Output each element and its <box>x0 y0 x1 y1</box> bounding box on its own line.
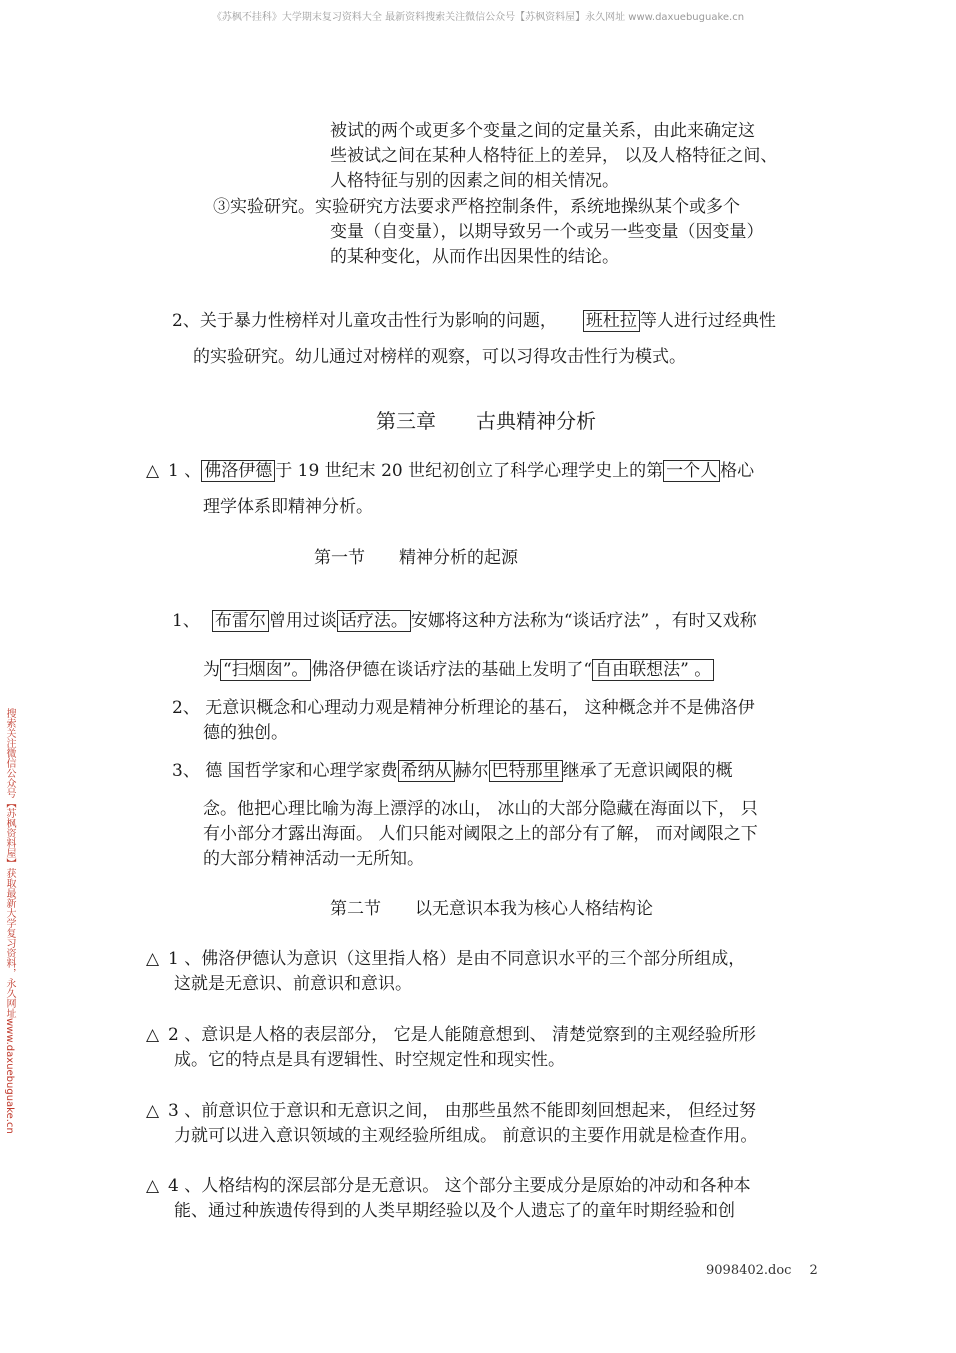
footer-page-number: 2 <box>809 1263 818 1278</box>
c1-boxed-term-1: 佛洛伊德 <box>201 460 275 482</box>
top-line-3: 人格特征与别的因素之间的相关情况。 <box>330 171 619 191</box>
top-line-6: 的某种变化，从而作出因果性的结论。 <box>330 247 619 267</box>
p2-line-2: 成。它的特点是具有逻辑性、时空规定性和现实性。 <box>174 1050 565 1070</box>
top-line-2: 些被试之间在某种人格特征上的差异， 以及人格特征之间、 <box>330 146 778 166</box>
s3-line-3: 有小部分才露出海面。 人们只能对阈限之上的部分有了解， 而对阈限之下 <box>203 824 758 844</box>
section-1-heading <box>314 547 518 569</box>
p4-line-2: 能、通过种族遗传得到的人类早期经验以及个人遗忘了的童年时期经验和创 <box>174 1201 735 1221</box>
triangle-mark-icon: △ <box>146 1176 160 1196</box>
c1-post: 格心 <box>720 461 755 481</box>
c1-mid: 于 19 世纪末 20 世纪初创立了科学心理学史上的第 <box>275 461 664 481</box>
s1-mid: 曾用过谈 <box>268 611 337 631</box>
s1-post: 安娜将这种方法称为“谈话疗法” ，有时又戏称 <box>410 611 757 631</box>
s1-boxed-term-1: 布雷尔 <box>212 610 269 632</box>
p2-line-1 <box>146 1024 756 1046</box>
s1-boxed-term-2: 话疗法。 <box>337 610 411 632</box>
item2-boxed-term: 班杜拉 <box>583 310 640 332</box>
section-1-number: 第一节 <box>314 548 365 568</box>
page-header-watermark: 《苏枫不挂科》大学期末复习资料大全 最新资料搜索关注微信公众号【苏枫资料屋】永久网址 www.daxuebuguake.cn <box>211 12 745 23</box>
s1-line-1 <box>172 610 757 632</box>
item2-line-1 <box>172 310 776 332</box>
item2-line-2: 的实验研究。幼儿通过对榜样的观察，可以习得攻击性行为模式。 <box>193 347 686 367</box>
s1-boxed-term-4: 自由联想法” 。 <box>592 659 714 681</box>
s2-line-1: 2、 无意识概念和心理动力观是精神分析理论的基石， 这种概念并不是佛洛伊 <box>172 698 755 718</box>
c1-pre: 1 、 <box>168 461 202 481</box>
s3-line-1 <box>172 760 733 782</box>
sidebar-watermark: 搜索关注微信公众号【苏枫资料屋】获取最新大学复习资料，永久网址www.daxuebuguake.cn <box>4 708 15 1134</box>
chapter-item-1-line-1 <box>146 460 754 482</box>
p4-l1-text: 4 、人格结构的深层部分是无意识。 这个部分主要成分是原始的冲动和各种本 <box>168 1176 751 1196</box>
s3-line-2: 念。他把心理比喻为海上漂浮的冰山， 冰山的大部分隐藏在海面以下， 只 <box>203 799 758 819</box>
p4-line-1 <box>146 1175 751 1197</box>
s3-post: 继承了无意识阈限的概 <box>562 761 733 781</box>
item2-pre: 2、关于暴力性榜样对儿童攻击性行为影响的问题， <box>172 311 557 331</box>
s1-boxed-term-3: “扫烟囱”。 <box>220 659 311 681</box>
section-2-heading <box>330 898 653 920</box>
section-2-title: 以无意识本我为核心人格结构论 <box>415 899 653 919</box>
s2-line-2: 德的独创。 <box>203 723 288 743</box>
s3-mid: 赫尔 <box>454 761 489 781</box>
footer <box>706 1263 818 1279</box>
top-line-5: 变量（自变量），以期导致另一个或另一些变量（因变量） <box>330 222 764 242</box>
triangle-mark-icon: △ <box>146 461 160 481</box>
s1-l2-mid: 佛洛伊德在谈话疗法的基础上发明了“ <box>311 660 593 680</box>
s1-l2-pre: 为 <box>203 660 220 680</box>
p1-l1-text: 1 、佛洛伊德认为意识（这里指人格）是由不同意识水平的三个部分所组成， <box>168 949 746 969</box>
triangle-mark-icon: △ <box>146 949 160 969</box>
s3-boxed-term-2: 巴特那里 <box>489 760 563 782</box>
top-line-4: ③实验研究。实验研究方法要求严格控制条件，系统地操纵某个或多个 <box>213 197 740 217</box>
chapter-number: 第三章 <box>376 409 436 433</box>
chapter-title: 古典精神分析 <box>476 409 596 433</box>
top-line-1: 被试的两个或更多个变量之间的定量关系，由此来确定这 <box>330 121 755 141</box>
chapter-heading <box>376 408 596 434</box>
section-1-title: 精神分析的起源 <box>399 548 518 568</box>
chapter-item-1-line-2: 理学体系即精神分析。 <box>203 497 373 517</box>
footer-filename: 9098402.doc <box>706 1263 792 1278</box>
p3-line-1 <box>146 1100 756 1122</box>
p1-line-1 <box>146 948 745 970</box>
s3-boxed-term-1: 希纳从 <box>398 760 455 782</box>
p2-l1-text: 2 、意识是人格的表层部分， 它是人能随意想到、 清楚觉察到的主观经验所形 <box>168 1025 757 1045</box>
section-2-number: 第二节 <box>330 899 381 919</box>
triangle-mark-icon: △ <box>146 1025 160 1045</box>
p3-line-2: 力就可以进入意识领域的主观经验所组成。 前意识的主要作用就是检查作用。 <box>174 1126 758 1146</box>
s1-num: 1、 <box>172 611 200 631</box>
s3-line-4: 的大部分精神活动一无所知。 <box>203 849 424 869</box>
p3-l1-text: 3 、前意识位于意识和无意识之间， 由那些虽然不能即刻回想起来， 但经过努 <box>168 1101 757 1121</box>
p1-line-2: 这就是无意识、前意识和意识。 <box>174 974 412 994</box>
c1-boxed-term-2: 一个人 <box>663 460 720 482</box>
item2-post: 等人进行过经典性 <box>639 311 776 331</box>
s1-line-2 <box>203 659 714 681</box>
s3-pre: 3、 德 国哲学家和心理学家费 <box>172 761 398 781</box>
triangle-mark-icon: △ <box>146 1101 160 1121</box>
